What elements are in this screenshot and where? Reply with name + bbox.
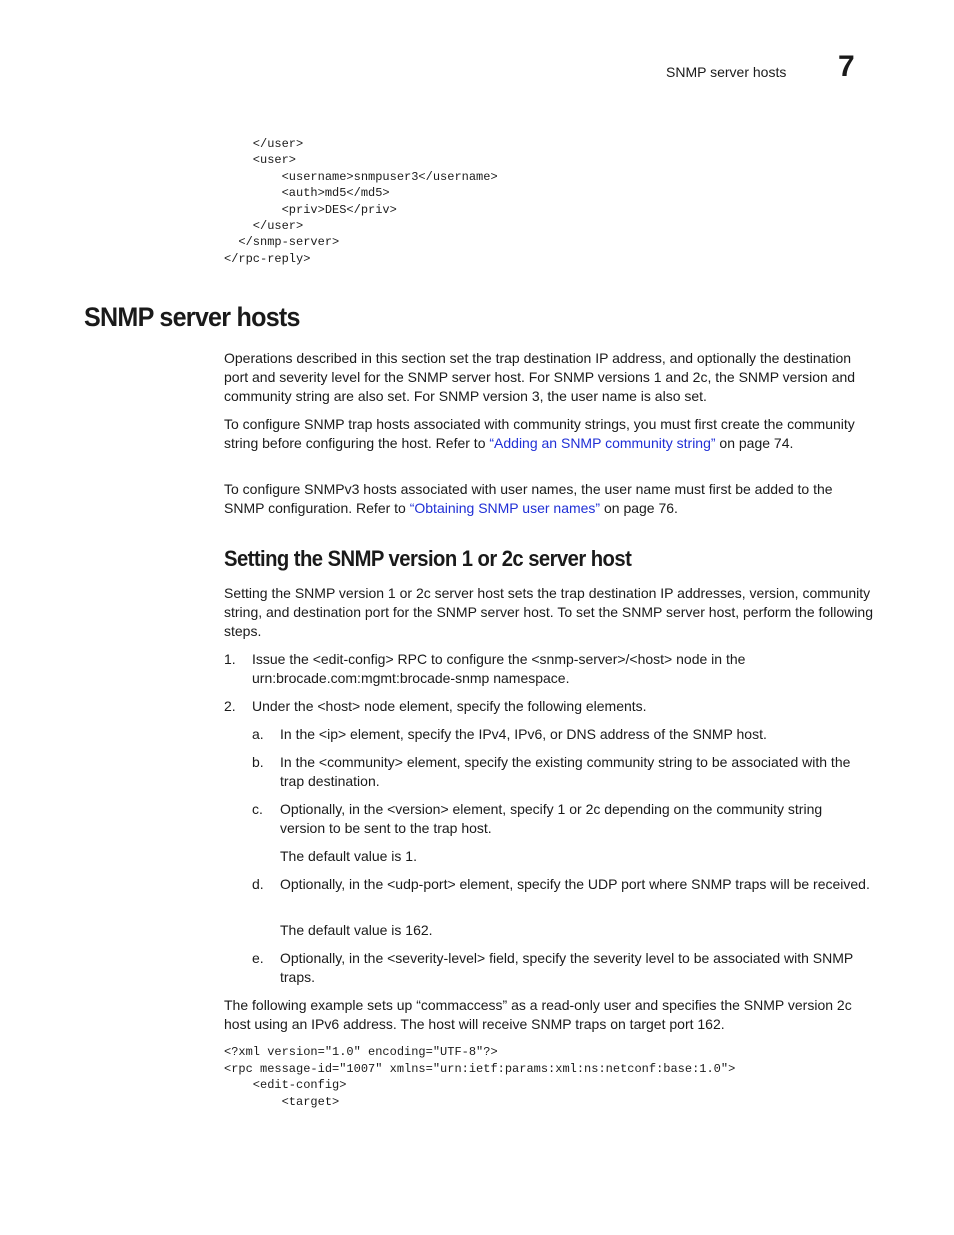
subsection-heading: Setting the SNMP version 1 or 2c server host <box>224 546 632 571</box>
code-block-edit-config: <?xml version="1.0" encoding="UTF-8"?> <rpc message-id="1007" xmlns="urn:ietf:params:xml:ns:netconf:base:1.0"> <edit-config> <target> <box>224 1045 736 1109</box>
link-obtaining-snmp-user-names[interactable]: “Obtaining SNMP user names” <box>409 499 601 516</box>
code-block-rpc-reply: </user> <user> <username>snmpuser3</username> <auth>md5</md5> <priv>DES</priv> </user> </snmp-server> </rpc-reply> <box>224 137 498 266</box>
section-paragraph-1: Operations described in this section set the trap destination IP address, and optionally the destination port and severity level for the SNMP server host. For SNMP versions 1 and 2c, the SNMP version and community string are also set. For SNMP version 3, the user name is also set. <box>224 350 856 404</box>
example-intro: The following example sets up “commaccess” as a read-only user and specifies the SNMP version 2c host using an IPv6 address. The host will receive SNMP traps on target port 162. <box>224 997 852 1032</box>
chapter-number: 7 <box>838 50 855 83</box>
substep-letter: c. <box>252 801 263 817</box>
subsection-intro: Setting the SNMP version 1 or 2c server host sets the trap destination IP addresses, version, community string, and destination port for the SNMP server host. To set the SNMP server host, perform the following steps. <box>224 585 873 639</box>
link-adding-snmp-community-string[interactable]: “Adding an SNMP community string” <box>489 434 716 451</box>
substep-note: The default value is 1. <box>280 848 417 864</box>
substep-text: Optionally, in the <udp-port> element, specify the UDP port where SNMP traps will be received. <box>280 876 870 892</box>
section-heading: SNMP server hosts <box>84 302 300 332</box>
substep-text: Optionally, in the <severity-level> field, specify the severity level to be associated with SNMP traps. <box>280 950 853 985</box>
paragraph-text: on page 76. <box>600 499 678 516</box>
substep-letter: b. <box>252 754 264 770</box>
step-text: Under the <host> node element, specify the following elements. <box>252 698 647 714</box>
paragraph-text: To configure SNMP trap hosts associated with community strings, you must first create the community string before configuring the host. Refer to <box>224 416 855 451</box>
substep-note: The default value is 162. <box>280 922 433 938</box>
section-paragraph-2 <box>224 415 874 453</box>
step-number: 1. <box>224 651 236 667</box>
running-header-title: SNMP server hosts <box>666 64 787 80</box>
paragraph-text: To configure SNMPv3 hosts associated with user names, the user name must first be added to the SNMP configuration. Refer to <box>224 481 833 516</box>
substep-letter: a. <box>252 726 264 742</box>
substep-text: In the <community> element, specify the existing community string to be associated with the trap destination. <box>280 754 851 789</box>
substep-text: In the <ip> element, specify the IPv4, IPv6, or DNS address of the SNMP host. <box>280 726 767 742</box>
section-paragraph-3 <box>224 480 874 518</box>
substep-text: Optionally, in the <version> element, specify 1 or 2c depending on the community string version to be sent to the trap host. <box>280 801 823 836</box>
substep-letter: d. <box>252 876 264 892</box>
step-text: Issue the <edit-config> RPC to configure the <snmp-server>/<host> node in the urn:brocade.com:mgmt:brocade-snmp namespace. <box>252 651 746 686</box>
paragraph-text: on page 74. <box>715 434 794 451</box>
step-number: 2. <box>224 698 236 714</box>
substep-letter: e. <box>252 950 264 966</box>
